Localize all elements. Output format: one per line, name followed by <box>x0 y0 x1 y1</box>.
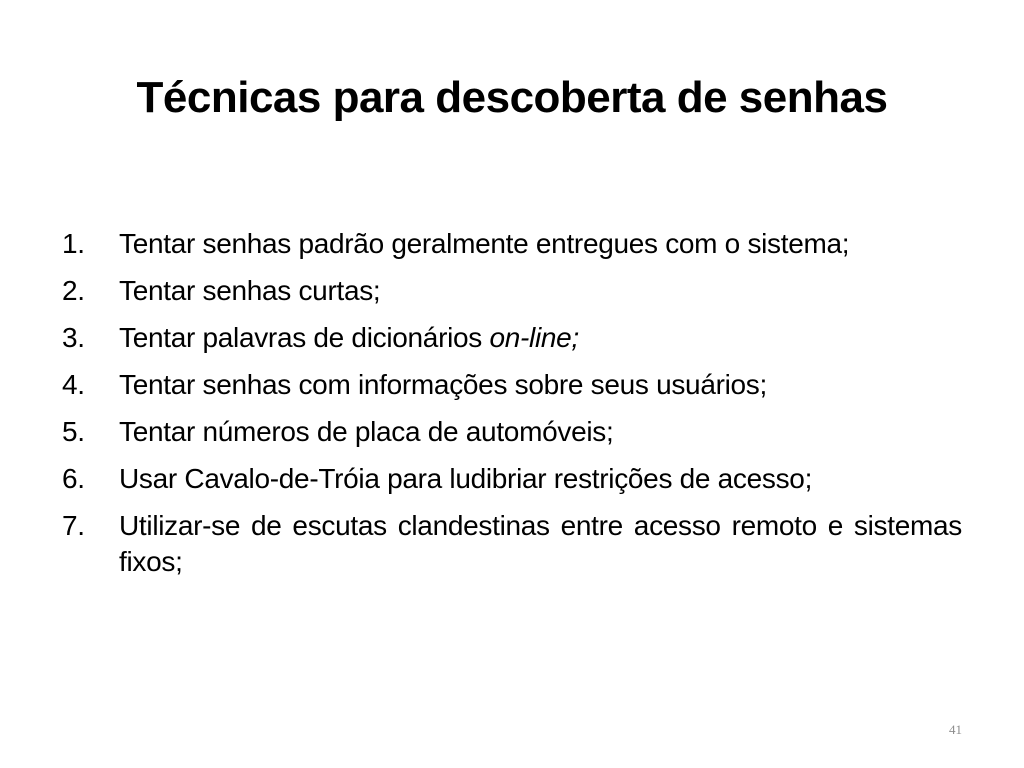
list-item <box>62 367 962 403</box>
item-text: Utilizar-se de escutas clandestinas entre acesso remoto e sistemas fixos; <box>119 510 962 577</box>
list-item <box>62 508 962 580</box>
item-text: Usar Cavalo-de-Tróia para ludibriar restrições de acesso; <box>119 463 813 494</box>
list-item <box>62 226 962 262</box>
item-number: 6. <box>62 463 85 494</box>
technique-list <box>62 226 962 591</box>
list-item <box>62 461 962 497</box>
item-number: 2. <box>62 275 85 306</box>
item-number: 5. <box>62 416 85 447</box>
page-number: 41 <box>949 722 962 737</box>
list-item <box>62 320 962 356</box>
item-text: Tentar senhas com informações sobre seus usuários; <box>119 369 767 400</box>
item-text: Tentar senhas curtas; <box>119 275 381 306</box>
item-number: 7. <box>62 510 85 541</box>
item-number: 1. <box>62 228 85 259</box>
slide-title: Técnicas para descoberta de senhas <box>136 73 888 122</box>
list-item <box>62 414 962 450</box>
list-item <box>62 273 962 309</box>
item-text: Tentar senhas padrão geralmente entregues com o sistema; <box>119 228 850 259</box>
item-emphasis-text: on-line; <box>489 322 579 353</box>
item-text: Tentar números de placa de automóveis; <box>119 416 614 447</box>
item-number: 3. <box>62 322 85 353</box>
item-text: Tentar palavras de dicionários <box>119 322 490 353</box>
item-number: 4. <box>62 369 85 400</box>
